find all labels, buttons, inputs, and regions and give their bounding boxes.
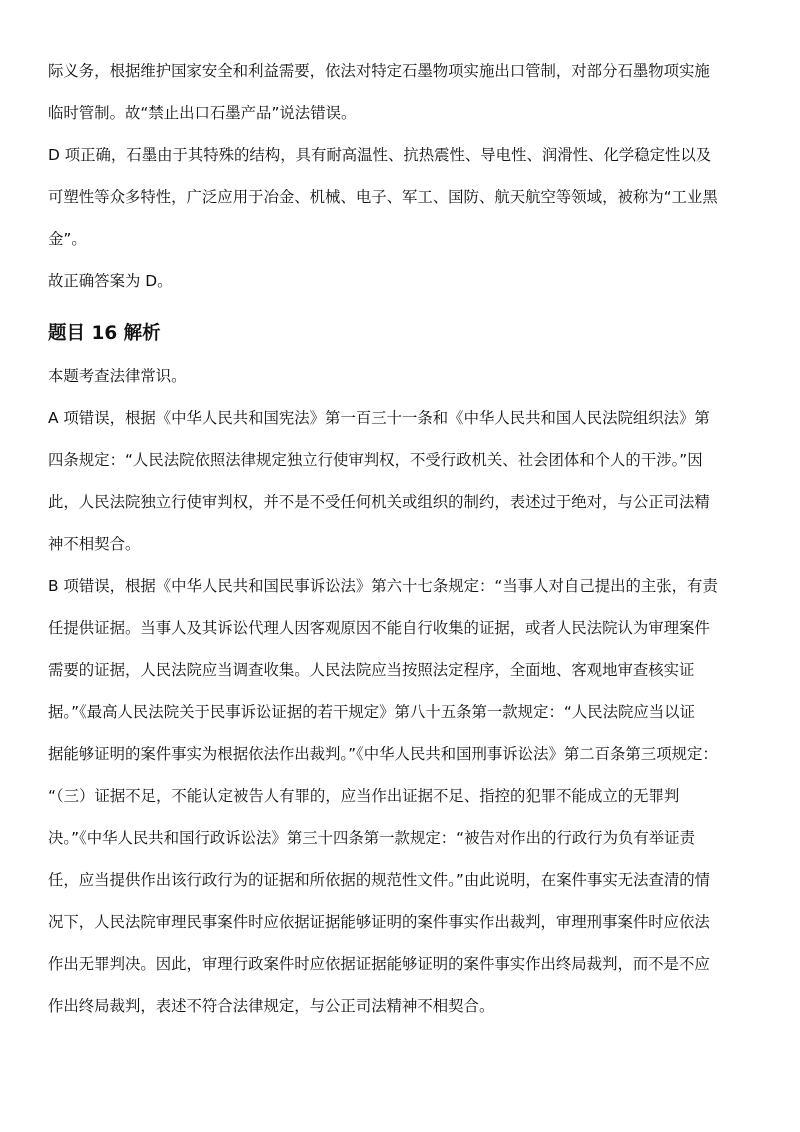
text-line: 临时管制。故“禁止出口石墨产品”说法错误。 (48, 104, 357, 122)
text-line: 作出无罪判决。因此，审理行政案件时应依据证据能够证明的案件事实作出终局裁判，而不是不应 (48, 955, 710, 973)
text-line: “（三）证据不足，不能认定被告人有罪的，应当作出证据不足、指控的犯罪不能成立的无罪判 (48, 787, 680, 805)
text-line: 况下，人民法院审理民事案件时应依据证据能够证明的案件事实作出裁判，审理刑事案件时应依法 (48, 913, 710, 931)
document-page (48, 50, 758, 1027)
text-line: 此，人民法院独立行使审判权，并不是不受任何机关或组织的制约，表述过于绝对，与公正司法精 (48, 493, 710, 511)
text-line: 作出终局裁判，表述不符合法律规定，与公正司法精神不相契合。 (48, 997, 495, 1015)
paragraph-option-d (48, 134, 758, 260)
paragraph-option-a (48, 397, 758, 565)
paragraph-export-control (48, 50, 758, 134)
text-line: 金”。 (48, 230, 87, 248)
text-line: 决。”《中华人民共和国行政诉讼法》第三十四条第一款规定：“被告对作出的行政行为负有举证责 (48, 829, 695, 847)
text-line: 际义务，根据维护国家安全和利益需要，依法对特定石墨物项实施出口管制，对部分石墨物项实施 (48, 62, 710, 80)
text-line: 可塑性等众多特性，广泛应用于冶金、机械、电子、军工、国防、航天航空等领域，被称为“工业黑 (48, 188, 718, 206)
paragraph-intro (48, 355, 758, 397)
text-line: 神不相契合。 (48, 535, 141, 553)
section-heading: 题目 16 解析 (48, 323, 161, 344)
text-line: D 项正确，石墨由于其特殊的结构，具有耐高温性、抗热震性、导电性、润滑性、化学稳定性以及 (48, 146, 712, 164)
text-line: 任，应当提供作出该行政行为的证据和所依据的规范性文件。”由此说明，在案件事实无法查清的情 (48, 871, 711, 889)
text-line: 任提供证据。当事人及其诉讼代理人因客观原因不能自行收集的证据，或者人民法院认为审理案件 (48, 619, 710, 637)
text-line: B 项错误，根据《中华人民共和国民事诉讼法》第六十七条规定：“当事人对自己提出的主张，有责 (48, 577, 718, 595)
text-line: A 项错误，根据《中华人民共和国宪法》第一百三十一条和《中华人民共和国人民法院组织法》第 (48, 409, 710, 427)
paragraph-conclusion (48, 260, 758, 302)
text-line: 据能够证明的案件事实为根据依法作出裁判。”《中华人民共和国刑事诉讼法》第二百条第三项规定： (48, 745, 718, 763)
paragraph-option-b (48, 565, 758, 1027)
text-line: 故正确答案为 D。 (48, 272, 173, 290)
text-line: 本题考查法律常识。 (48, 367, 187, 385)
text-line: 据。”《最高人民法院关于民事诉讼证据的若干规定》第八十五条第一款规定：“人民法院应当以证 (48, 703, 695, 721)
text-line: 四条规定：“人民法院依照法律规定独立行使审判权，不受行政机关、社会团体和个人的干涉。”因 (48, 451, 703, 469)
text-line: 需要的证据，人民法院应当调查收集。人民法院应当按照法定程序，全面地、客观地审查核实证 (48, 661, 695, 679)
